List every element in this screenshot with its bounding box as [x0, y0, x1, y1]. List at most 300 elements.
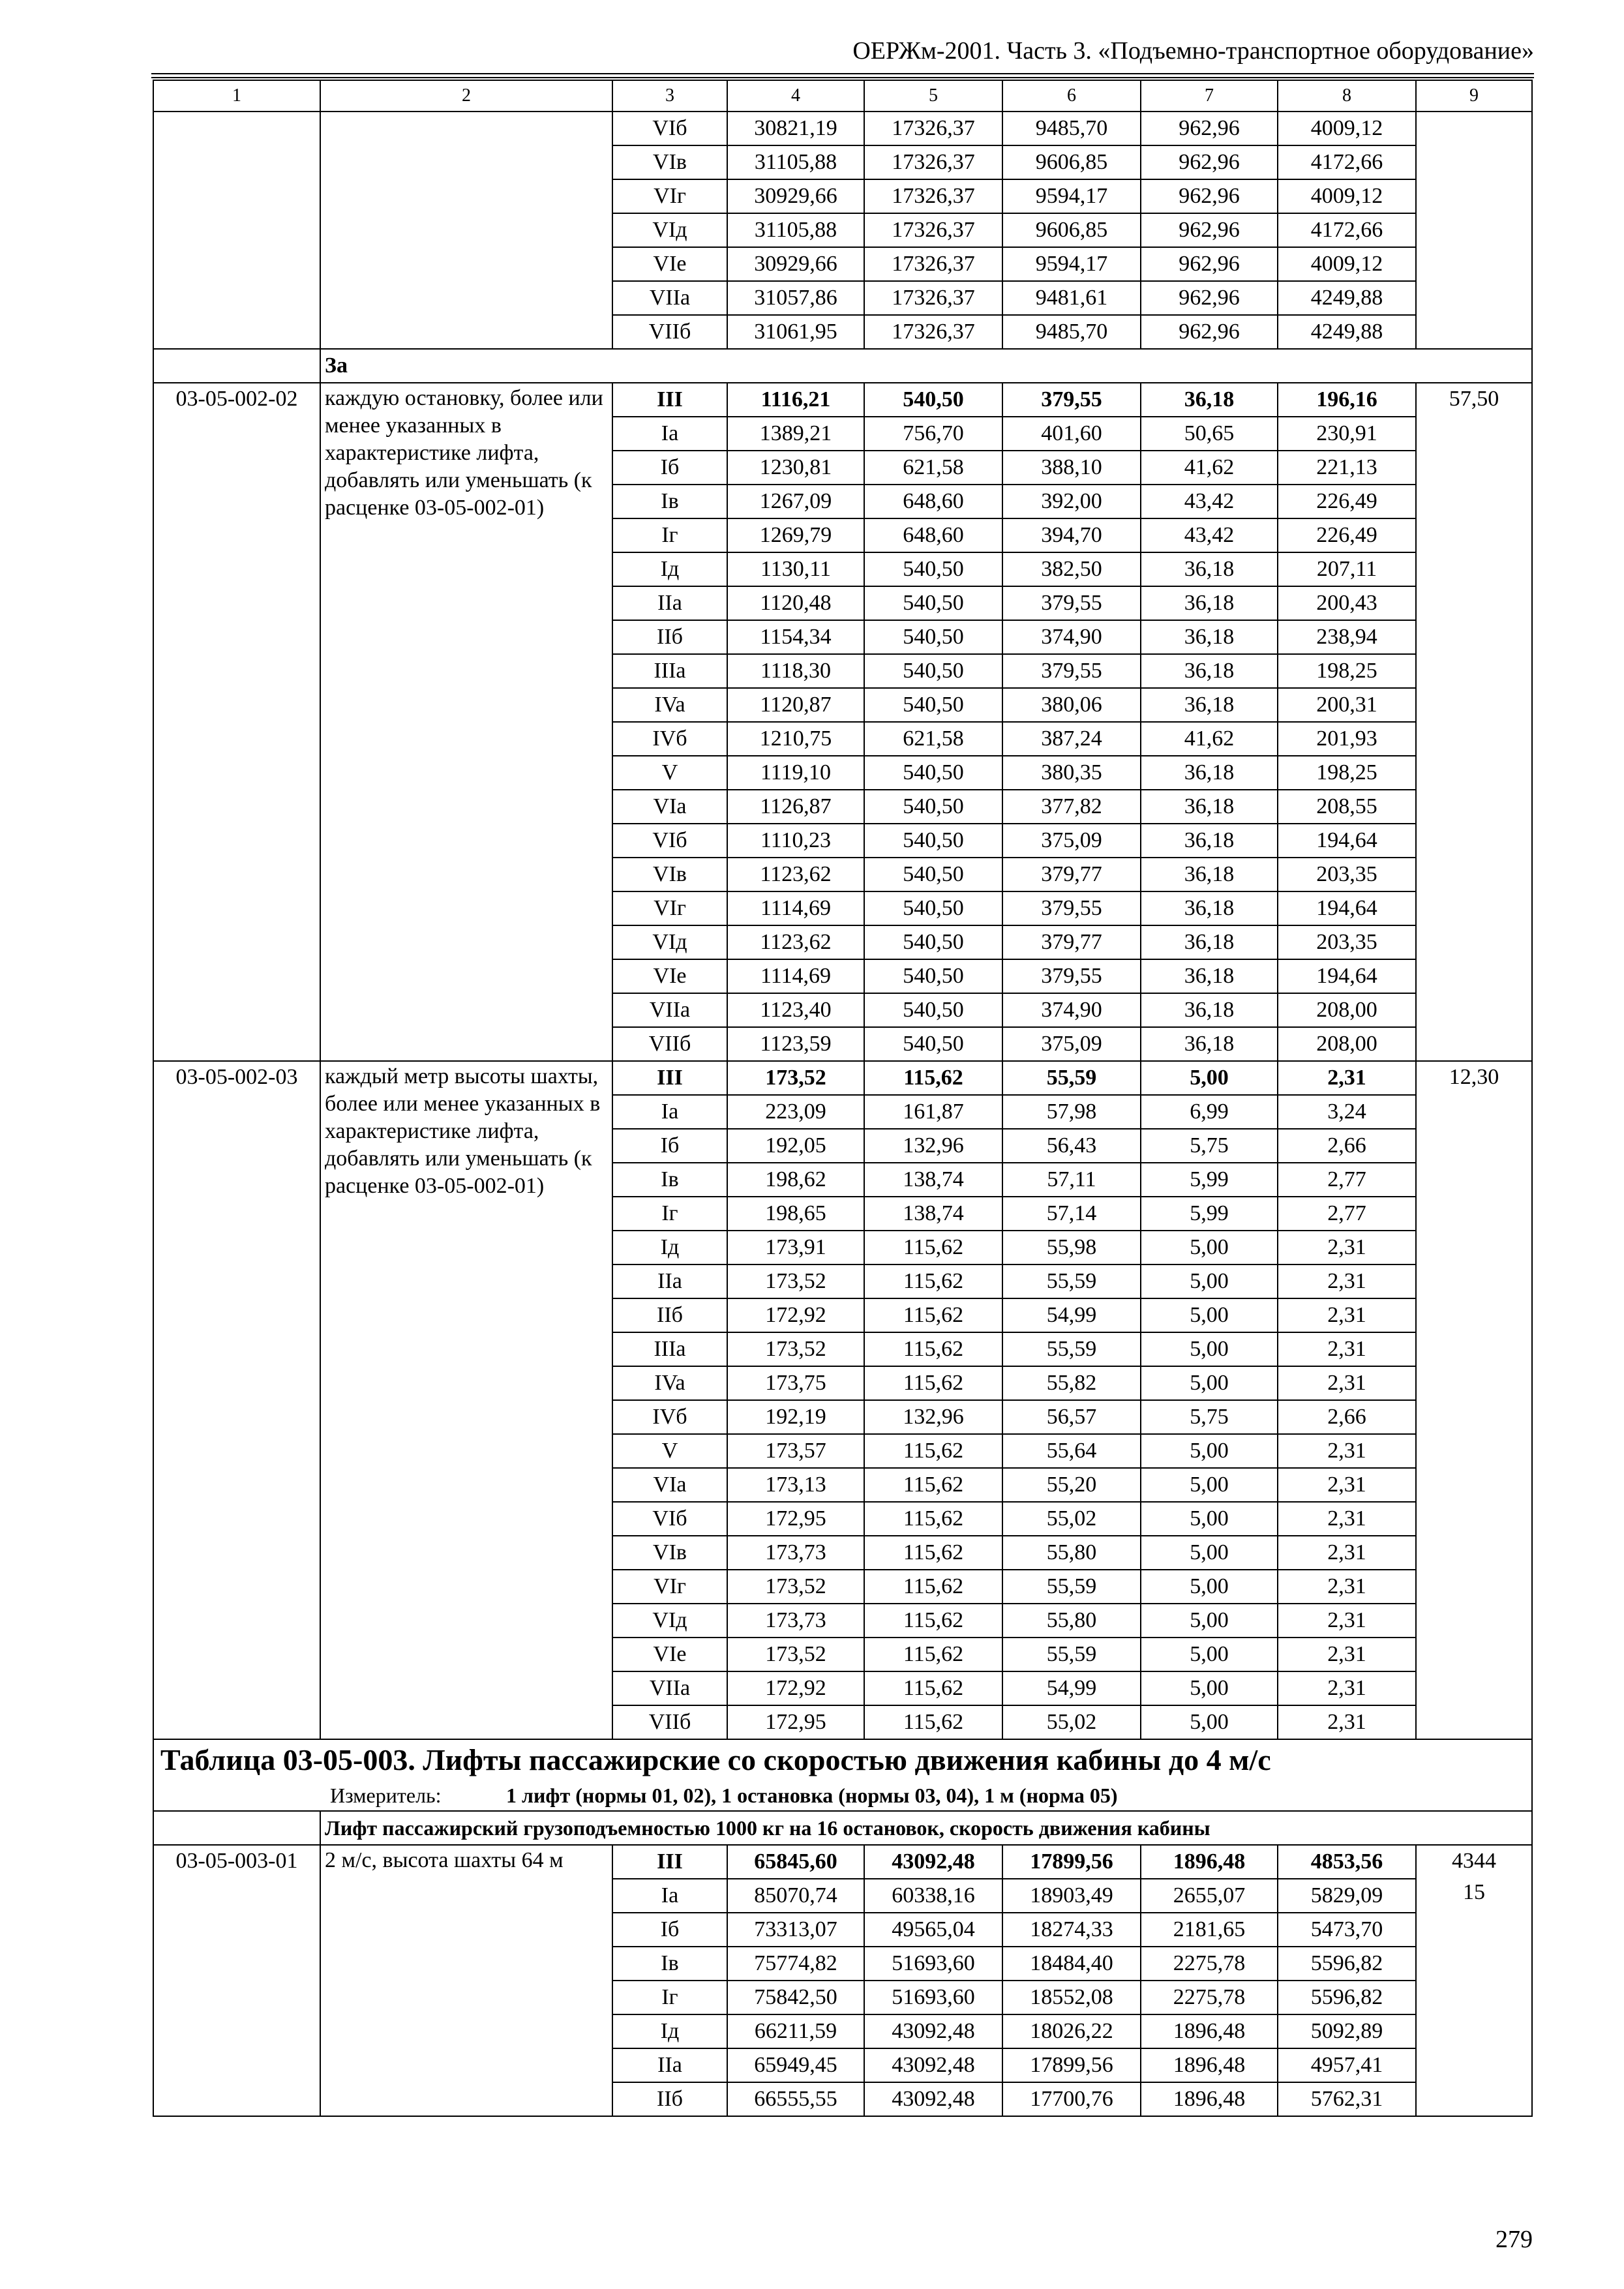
- cost-cell: 56,57: [1002, 1400, 1141, 1434]
- cost-cell: 5,00: [1141, 1264, 1278, 1298]
- cost-cell: 115,62: [864, 1434, 1002, 1468]
- table-row: [153, 112, 1532, 145]
- column-number: 2: [320, 80, 612, 112]
- cost-cell: 377,82: [1002, 790, 1141, 824]
- cost-cell: 43,42: [1141, 485, 1278, 518]
- cost-cell: 5,00: [1141, 1638, 1278, 1671]
- cost-cell: 379,55: [1002, 959, 1141, 993]
- cost-cell: 3,24: [1278, 1095, 1416, 1129]
- column-number: 6: [1002, 80, 1141, 112]
- zone-code: VIa: [612, 790, 727, 824]
- cost-cell: 194,64: [1278, 891, 1416, 925]
- cost-cell: 379,55: [1002, 891, 1141, 925]
- zone-code: Ia: [612, 417, 727, 451]
- cost-cell: 36,18: [1141, 959, 1278, 993]
- cost-cell: 198,62: [727, 1163, 864, 1197]
- cost-cell: 1123,62: [727, 858, 864, 891]
- cost-cell: 379,77: [1002, 925, 1141, 959]
- cost-cell: 5,00: [1141, 1231, 1278, 1264]
- cost-cell: 5,00: [1141, 1366, 1278, 1400]
- cost-cell: 4009,12: [1278, 247, 1416, 281]
- header-rule: [151, 77, 1534, 78]
- cost-cell: 4249,88: [1278, 315, 1416, 349]
- cost-cell: 60338,16: [864, 1879, 1002, 1913]
- cost-cell: 621,58: [864, 451, 1002, 485]
- cost-cell: 17326,37: [864, 213, 1002, 247]
- cost-cell: 1896,48: [1141, 1845, 1278, 1879]
- cost-cell: 17326,37: [864, 145, 1002, 179]
- zone-code: Iг: [612, 1197, 727, 1231]
- cost-cell: 540,50: [864, 790, 1002, 824]
- empty-cell: [153, 1811, 320, 1845]
- cost-cell: 962,96: [1141, 281, 1278, 315]
- cost-cell: 43092,48: [864, 2014, 1002, 2048]
- cost-cell: 4957,41: [1278, 2048, 1416, 2082]
- zone-code: Ia: [612, 1879, 727, 1913]
- zone-code: VIе: [612, 1638, 727, 1671]
- column-number: 4: [727, 80, 864, 112]
- cost-cell: 1154,34: [727, 620, 864, 654]
- cost-cell: 55,82: [1002, 1366, 1141, 1400]
- zone-code: VIв: [612, 145, 727, 179]
- column9-line: 57,50: [1449, 387, 1499, 411]
- zone-code: VIб: [612, 824, 727, 858]
- cost-cell: 30821,19: [727, 112, 864, 145]
- column-number: 3: [612, 80, 727, 112]
- cost-cell: 9606,85: [1002, 145, 1141, 179]
- cost-cell: 54,99: [1002, 1298, 1141, 1332]
- cost-cell: 55,59: [1002, 1264, 1141, 1298]
- cost-cell: 379,55: [1002, 383, 1141, 417]
- cost-cell: 17326,37: [864, 281, 1002, 315]
- cost-cell: 2655,07: [1141, 1879, 1278, 1913]
- zone-code: IVб: [612, 722, 727, 756]
- cost-cell: 36,18: [1141, 620, 1278, 654]
- zone-code: IIa: [612, 1264, 727, 1298]
- cost-cell: 18274,33: [1002, 1913, 1141, 1947]
- cost-cell: 4249,88: [1278, 281, 1416, 315]
- cost-cell: 49565,04: [864, 1913, 1002, 1947]
- cost-cell: 115,62: [864, 1332, 1002, 1366]
- cost-cell: 172,92: [727, 1298, 864, 1332]
- cost-cell: 2,31: [1278, 1061, 1416, 1095]
- cost-cell: 238,94: [1278, 620, 1416, 654]
- column-number: 8: [1278, 80, 1416, 112]
- cost-cell: 2,66: [1278, 1400, 1416, 1434]
- cost-cell: 375,09: [1002, 824, 1141, 858]
- cost-cell: 4172,66: [1278, 213, 1416, 247]
- cost-cell: 2,31: [1278, 1570, 1416, 1604]
- zone-code: VIб: [612, 1502, 727, 1536]
- cost-cell: 172,92: [727, 1671, 864, 1705]
- cost-cell: 207,11: [1278, 552, 1416, 586]
- cost-cell: 192,05: [727, 1129, 864, 1163]
- cost-cell: 2,31: [1278, 1298, 1416, 1332]
- cost-cell: 115,62: [864, 1502, 1002, 1536]
- cost-cell: 115,62: [864, 1570, 1002, 1604]
- cost-cell: 2,31: [1278, 1604, 1416, 1638]
- cost-cell: 1120,87: [727, 688, 864, 722]
- cost-cell: 2,77: [1278, 1163, 1416, 1197]
- cost-cell: 57,14: [1002, 1197, 1141, 1231]
- cost-cell: 200,43: [1278, 586, 1416, 620]
- cost-cell: 17899,56: [1002, 1845, 1141, 1879]
- cost-cell: 962,96: [1141, 247, 1278, 281]
- cost-cell: 17326,37: [864, 112, 1002, 145]
- cost-cell: 387,24: [1002, 722, 1141, 756]
- cost-cell: 540,50: [864, 1027, 1002, 1061]
- cost-cell: 5,00: [1141, 1671, 1278, 1705]
- cost-cell: 1896,48: [1141, 2082, 1278, 2116]
- cost-cell: 380,35: [1002, 756, 1141, 790]
- cost-cell: 55,59: [1002, 1570, 1141, 1604]
- measure-value: 1 лифт (нормы 01, 02), 1 остановка (нормы 03, 04), 1 м (норма 05): [506, 1784, 1118, 1807]
- cost-cell: 17326,37: [864, 247, 1002, 281]
- cost-cell: 540,50: [864, 688, 1002, 722]
- cost-cell: 173,91: [727, 1231, 864, 1264]
- cost-cell: 2,77: [1278, 1197, 1416, 1231]
- cost-cell: 5,00: [1141, 1604, 1278, 1638]
- cost-cell: 2,31: [1278, 1536, 1416, 1570]
- zone-code: VIIa: [612, 1671, 727, 1705]
- cost-cell: 36,18: [1141, 654, 1278, 688]
- cost-cell: 1119,10: [727, 756, 864, 790]
- cost-cell: 41,62: [1141, 722, 1278, 756]
- zone-code: IIIa: [612, 1332, 727, 1366]
- cost-cell: 1130,11: [727, 552, 864, 586]
- rate-code: 03-05-002-02: [153, 383, 320, 1061]
- cost-cell: 173,13: [727, 1468, 864, 1502]
- cost-cell: 5596,82: [1278, 1981, 1416, 2014]
- cost-cell: 173,73: [727, 1604, 864, 1638]
- cost-cell: 5,75: [1141, 1400, 1278, 1434]
- zone-code: Iд: [612, 1231, 727, 1264]
- cost-cell: 5092,89: [1278, 2014, 1416, 2048]
- cost-cell: 5,00: [1141, 1502, 1278, 1536]
- cost-cell: 36,18: [1141, 1027, 1278, 1061]
- table-row: [153, 349, 1532, 383]
- cost-cell: 2275,78: [1141, 1947, 1278, 1981]
- zone-code: IVa: [612, 688, 727, 722]
- cost-cell: 226,49: [1278, 485, 1416, 518]
- cost-cell: 172,95: [727, 1502, 864, 1536]
- cost-cell: 115,62: [864, 1705, 1002, 1739]
- zone-code: IIб: [612, 1298, 727, 1332]
- za-label: За: [320, 349, 1532, 383]
- cost-cell: 54,99: [1002, 1671, 1141, 1705]
- cost-cell: 115,62: [864, 1264, 1002, 1298]
- cost-cell: 194,64: [1278, 824, 1416, 858]
- cost-cell: 43092,48: [864, 2082, 1002, 2116]
- cost-cell: 5596,82: [1278, 1947, 1416, 1981]
- cost-cell: 173,57: [727, 1434, 864, 1468]
- cost-cell: 5,00: [1141, 1298, 1278, 1332]
- column9-line: 12,30: [1449, 1065, 1499, 1089]
- cost-cell: 36,18: [1141, 552, 1278, 586]
- zone-code: III: [612, 1061, 727, 1095]
- cost-cell: 9485,70: [1002, 315, 1141, 349]
- cost-cell: 1118,30: [727, 654, 864, 688]
- zone-code: IVa: [612, 1366, 727, 1400]
- cost-cell: 380,06: [1002, 688, 1141, 722]
- cost-cell: 75774,82: [727, 1947, 864, 1981]
- cost-cell: 203,35: [1278, 858, 1416, 891]
- cost-cell: 5,00: [1141, 1332, 1278, 1366]
- zone-code: VIд: [612, 925, 727, 959]
- table-row: [153, 1061, 1532, 1095]
- cost-cell: 1230,81: [727, 451, 864, 485]
- cost-cell: 1210,75: [727, 722, 864, 756]
- cost-cell: 1896,48: [1141, 2048, 1278, 2082]
- cost-cell: 1896,48: [1141, 2014, 1278, 2048]
- zone-code: Ia: [612, 1095, 727, 1129]
- cost-cell: 1126,87: [727, 790, 864, 824]
- cost-cell: 2,31: [1278, 1705, 1416, 1739]
- cost-cell: 392,00: [1002, 485, 1141, 518]
- cost-cell: 1269,79: [727, 518, 864, 552]
- zone-code: Iб: [612, 1129, 727, 1163]
- cost-cell: 55,02: [1002, 1502, 1141, 1536]
- cost-cell: 173,52: [727, 1570, 864, 1604]
- cost-cell: 43,42: [1141, 518, 1278, 552]
- cost-cell: 2181,65: [1141, 1913, 1278, 1947]
- cost-cell: 379,55: [1002, 654, 1141, 688]
- cost-cell: 36,18: [1141, 688, 1278, 722]
- cost-cell: 1110,23: [727, 824, 864, 858]
- cost-cell: 200,31: [1278, 688, 1416, 722]
- cost-cell: 540,50: [864, 925, 1002, 959]
- cost-cell: 2,31: [1278, 1502, 1416, 1536]
- rate-description: каждую остановку, более или менее указанных в характеристике лифта, добавлять или уменьшать (к расценке 03-05-002-01): [320, 383, 612, 1061]
- cost-cell: 540,50: [864, 654, 1002, 688]
- cost-cell: 194,64: [1278, 959, 1416, 993]
- cost-cell: 4853,56: [1278, 1845, 1416, 1879]
- cost-cell: 55,59: [1002, 1638, 1141, 1671]
- zone-code: Iд: [612, 552, 727, 586]
- cost-cell: 55,59: [1002, 1061, 1141, 1095]
- cost-cell: 36,18: [1141, 925, 1278, 959]
- cost-cell: 226,49: [1278, 518, 1416, 552]
- cost-cell: 962,96: [1141, 179, 1278, 213]
- cost-cell: 73313,07: [727, 1913, 864, 1947]
- cost-cell: 5,00: [1141, 1061, 1278, 1095]
- rate-code: 03-05-002-03: [153, 1061, 320, 1739]
- rate-description: [320, 112, 612, 349]
- cost-cell: 18552,08: [1002, 1981, 1141, 2014]
- cost-cell: 379,55: [1002, 586, 1141, 620]
- zone-code: VIa: [612, 1468, 727, 1502]
- rate-description: 2 м/с, высота шахты 64 м: [320, 1845, 612, 2116]
- cost-cell: 374,90: [1002, 993, 1141, 1027]
- cost-cell: 57,98: [1002, 1095, 1141, 1129]
- cost-cell: 51693,60: [864, 1981, 1002, 2014]
- cost-cell: 5473,70: [1278, 1913, 1416, 1947]
- cost-cell: 55,59: [1002, 1332, 1141, 1366]
- cost-cell: 43092,48: [864, 1845, 1002, 1879]
- cost-cell: 5,00: [1141, 1570, 1278, 1604]
- cost-cell: 192,19: [727, 1400, 864, 1434]
- measure-row: [153, 1780, 1532, 1811]
- zone-code: III: [612, 383, 727, 417]
- page-header-title: ОЕРЖм-2001. Часть 3. «Подъемно-транспортное оборудование»: [852, 37, 1534, 65]
- cost-cell: 198,25: [1278, 756, 1416, 790]
- section-title: Лифт пассажирский грузоподъемностью 1000 кг на 16 остановок, скорость движения кабины: [320, 1811, 1532, 1845]
- cost-cell: 115,62: [864, 1604, 1002, 1638]
- zone-code: VIIб: [612, 1705, 727, 1739]
- cost-cell: 196,16: [1278, 383, 1416, 417]
- cost-cell: 9485,70: [1002, 112, 1141, 145]
- cost-cell: 115,62: [864, 1468, 1002, 1502]
- column-number: 7: [1141, 80, 1278, 112]
- cost-cell: 1267,09: [727, 485, 864, 518]
- cost-cell: 221,13: [1278, 451, 1416, 485]
- rate-code: 03-05-003-01: [153, 1845, 320, 2116]
- zone-code: VIв: [612, 858, 727, 891]
- column-number: 1: [153, 80, 320, 112]
- cost-cell: 132,96: [864, 1129, 1002, 1163]
- cost-cell: 540,50: [864, 552, 1002, 586]
- cost-cell: 9594,17: [1002, 179, 1141, 213]
- cost-cell: 31105,88: [727, 213, 864, 247]
- zone-code: IIб: [612, 2082, 727, 2116]
- cost-cell: 36,18: [1141, 993, 1278, 1027]
- column9-line: 4344: [1452, 1849, 1496, 1873]
- zone-code: Iв: [612, 1163, 727, 1197]
- zone-code: V: [612, 1434, 727, 1468]
- cost-cell: 115,62: [864, 1536, 1002, 1570]
- cost-cell: 85070,74: [727, 1879, 864, 1913]
- cost-cell: 540,50: [864, 756, 1002, 790]
- cost-cell: 36,18: [1141, 790, 1278, 824]
- cost-cell: 201,93: [1278, 722, 1416, 756]
- column9-value: [1416, 383, 1532, 1061]
- table-row: [153, 383, 1532, 417]
- cost-cell: 540,50: [864, 620, 1002, 654]
- zone-code: Iб: [612, 1913, 727, 1947]
- empty-cell: [153, 349, 320, 383]
- table-row: [153, 1845, 1532, 1879]
- cost-cell: 36,18: [1141, 756, 1278, 790]
- cost-cell: 50,65: [1141, 417, 1278, 451]
- cost-cell: 55,20: [1002, 1468, 1141, 1502]
- cost-cell: 138,74: [864, 1163, 1002, 1197]
- cost-cell: 115,62: [864, 1671, 1002, 1705]
- cost-cell: 65949,45: [727, 2048, 864, 2082]
- zone-code: VIг: [612, 891, 727, 925]
- zone-code: VIIб: [612, 315, 727, 349]
- cost-cell: 540,50: [864, 959, 1002, 993]
- cost-cell: 401,60: [1002, 417, 1141, 451]
- column-number: 9: [1416, 80, 1532, 112]
- cost-cell: 394,70: [1002, 518, 1141, 552]
- zone-code: IIa: [612, 586, 727, 620]
- table-title-row: [153, 1739, 1532, 1780]
- cost-cell: 203,35: [1278, 925, 1416, 959]
- zone-code: VIIa: [612, 993, 727, 1027]
- zone-code: VIе: [612, 959, 727, 993]
- cost-cell: 2,31: [1278, 1231, 1416, 1264]
- section-row: [153, 1811, 1532, 1845]
- cost-cell: 115,62: [864, 1061, 1002, 1095]
- cost-cell: 43092,48: [864, 2048, 1002, 2082]
- cost-cell: 17326,37: [864, 315, 1002, 349]
- zone-code: VIIб: [612, 1027, 727, 1061]
- cost-cell: 5762,31: [1278, 2082, 1416, 2116]
- column9-line: 15: [1463, 1880, 1485, 1904]
- column9-value: [1416, 1845, 1532, 2116]
- cost-cell: 31061,95: [727, 315, 864, 349]
- cost-cell: 1123,62: [727, 925, 864, 959]
- cost-cell: 55,98: [1002, 1231, 1141, 1264]
- zone-code: IIa: [612, 2048, 727, 2082]
- cost-cell: 173,52: [727, 1061, 864, 1095]
- cost-cell: 540,50: [864, 824, 1002, 858]
- cost-cell: 648,60: [864, 518, 1002, 552]
- cost-cell: 173,75: [727, 1366, 864, 1400]
- column-number-row: [153, 80, 1532, 112]
- cost-cell: 2,31: [1278, 1366, 1416, 1400]
- cost-cell: 17899,56: [1002, 2048, 1141, 2082]
- cost-cell: 36,18: [1141, 858, 1278, 891]
- cost-cell: 756,70: [864, 417, 1002, 451]
- zone-code: VIв: [612, 1536, 727, 1570]
- cost-cell: 56,43: [1002, 1129, 1141, 1163]
- cost-cell: 18903,49: [1002, 1879, 1141, 1913]
- cost-cell: 1116,21: [727, 383, 864, 417]
- cost-cell: 1389,21: [727, 417, 864, 451]
- cost-cell: 55,64: [1002, 1434, 1141, 1468]
- cost-cell: 198,25: [1278, 654, 1416, 688]
- cost-cell: 4172,66: [1278, 145, 1416, 179]
- zone-code: III: [612, 1845, 727, 1879]
- rates-table: [153, 80, 1533, 2117]
- cost-cell: 30929,66: [727, 247, 864, 281]
- cost-cell: 30929,66: [727, 179, 864, 213]
- header-rule: [151, 73, 1534, 74]
- cost-cell: 55,02: [1002, 1705, 1141, 1739]
- cost-cell: 9594,17: [1002, 247, 1141, 281]
- cost-cell: 55,80: [1002, 1536, 1141, 1570]
- cost-cell: 5,99: [1141, 1163, 1278, 1197]
- cost-cell: 31105,88: [727, 145, 864, 179]
- cost-cell: 115,62: [864, 1298, 1002, 1332]
- cost-cell: 388,10: [1002, 451, 1141, 485]
- cost-cell: 55,80: [1002, 1604, 1141, 1638]
- cost-cell: 223,09: [727, 1095, 864, 1129]
- zone-code: Iг: [612, 518, 727, 552]
- cost-cell: 4009,12: [1278, 179, 1416, 213]
- zone-code: Iд: [612, 2014, 727, 2048]
- cost-cell: 5,99: [1141, 1197, 1278, 1231]
- cost-cell: 132,96: [864, 1400, 1002, 1434]
- zone-code: VIе: [612, 247, 727, 281]
- cost-cell: 115,62: [864, 1231, 1002, 1264]
- cost-cell: 1114,69: [727, 959, 864, 993]
- cost-cell: 36,18: [1141, 891, 1278, 925]
- cost-cell: 382,50: [1002, 552, 1141, 586]
- cost-cell: 36,18: [1141, 824, 1278, 858]
- cost-cell: 621,58: [864, 722, 1002, 756]
- cost-cell: 5,75: [1141, 1129, 1278, 1163]
- cost-cell: 5,00: [1141, 1434, 1278, 1468]
- cost-cell: 540,50: [864, 383, 1002, 417]
- cost-cell: 540,50: [864, 586, 1002, 620]
- column9-value: [1416, 1061, 1532, 1739]
- cost-cell: 648,60: [864, 485, 1002, 518]
- cost-cell: 2,66: [1278, 1129, 1416, 1163]
- cost-cell: 65845,60: [727, 1845, 864, 1879]
- cost-cell: 75842,50: [727, 1981, 864, 2014]
